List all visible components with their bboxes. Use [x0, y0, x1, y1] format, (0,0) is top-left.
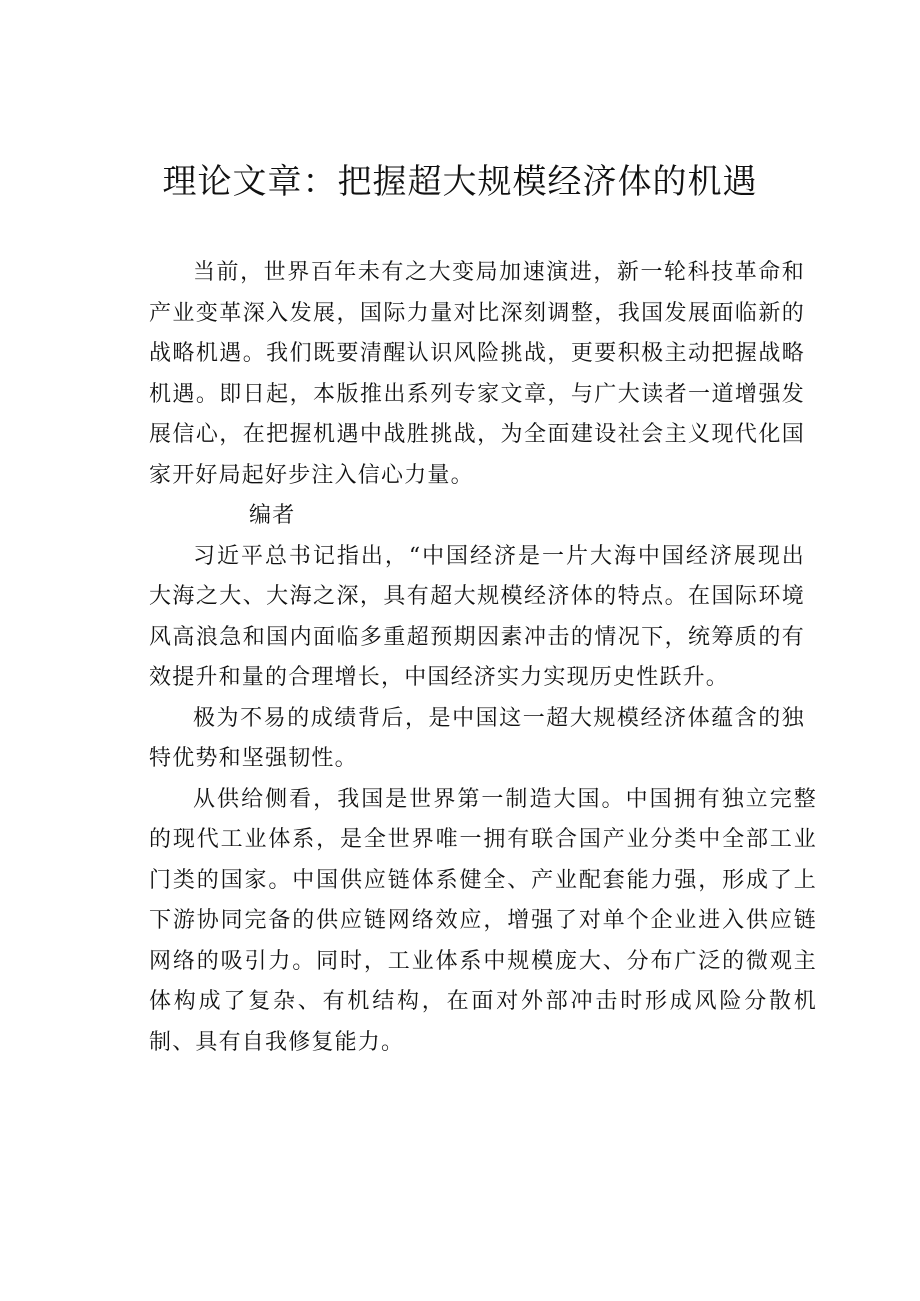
editor-note-paragraph: 当前，世界百年未有之大变局加速演进，新一轮科技革命和产业变革深入发展，国际力量对比深刻调整，我国发展面临新的战略机遇。我们既要清醒认识风险挑战，更要积极主动把握战略机遇。即日起，本版推出系列专家文章，与广大读者一道增强发展信心，在把握机遇中战胜挑战，为全面建设社会主义现代化国家开好局起好步注入信心力量。 — [149, 260, 805, 488]
editor-signature: 编者 — [249, 503, 296, 528]
body-paragraph: 从供给侧看，我国是世界第一制造大国。中国拥有独立完整的现代工业体系，是全世界唯一拥有联合国产业分类中全部工业门类的国家。中国供应链体系健全、产业配套能力强，形成了上下游协同完备的供应链网络效应，增强了对单个企业进入供应链网络的吸引力。同时，工业体系中规模庞大、分布广泛的微观主体构成了复杂、有机结构，在面对外部冲击时形成风险分散机制、具有自我修复能力。 — [149, 786, 817, 1055]
body-paragraph: 极为不易的成绩背后，是中国这一超大规模经济体蕴含的独特优势和坚强韧性。 — [149, 705, 805, 771]
document-title: 理论文章：把握超大规模经济体的机遇 — [162, 162, 758, 202]
body-paragraph: 习近平总书记指出，“中国经济是一片大海中国经济展现出大海之大、大海之深，具有超大规模经济体的特点。在国际环境风高浪急和国内面临多重超预期因素冲击的情况下，统筹质的有效提升和量的合理增长，中国经济实力实现历史性跃升。 — [149, 543, 805, 690]
article-body — [149, 253, 817, 1063]
